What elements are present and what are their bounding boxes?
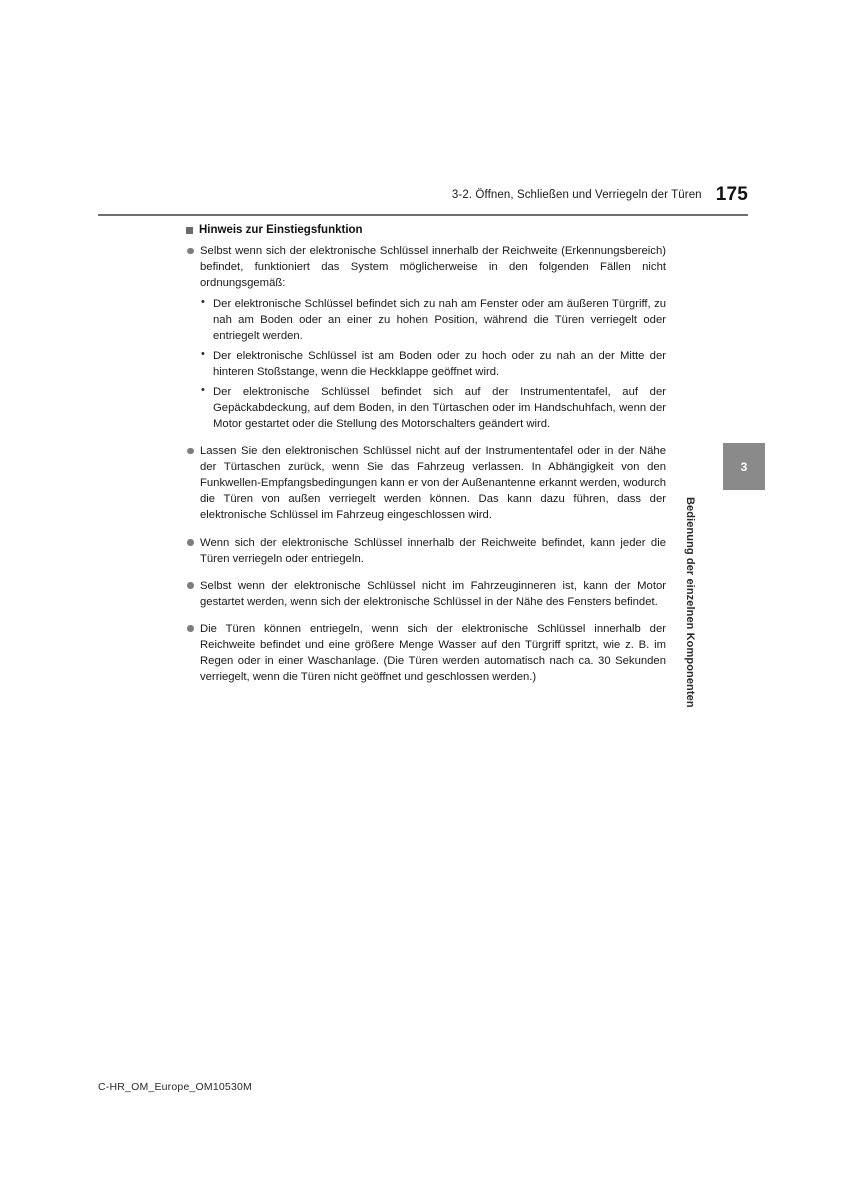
list-item bbox=[186, 535, 666, 567]
header-section-title: 3-2. Öffnen, Schließen und Verriegeln der Türen bbox=[451, 189, 702, 201]
sub-list-item bbox=[200, 384, 666, 432]
sub-list-item-text: Der elektronische Schlüssel ist am Boden oder zu hoch oder zu nah an der Mitte der hinteren Stoßstange, wenn die Heckklappe geöffnet wird. bbox=[213, 350, 666, 379]
page-content bbox=[186, 224, 666, 696]
note-bullet-list bbox=[186, 243, 666, 685]
list-item-text: Selbst wenn der elektronische Schlüssel nicht im Fahrzeuginneren ist, kann der Motor gestartet werden, wenn sich der elektronische Schlüssel in der Nähe des Fensters befindet. bbox=[200, 579, 666, 608]
sub-list-item bbox=[200, 348, 666, 380]
note-heading-label: Hinweis zur Einstiegsfunktion bbox=[199, 224, 363, 236]
sub-list-item-text: Der elektronische Schlüssel befindet sich auf der Instrumententafel, auf der Gepäckabdeckung, auf dem Boden, in den Türtaschen oder im Handschuhfach, wenn der Motor gestartet oder die Stellung des Motorschalters geändert wird. bbox=[213, 386, 666, 431]
list-item bbox=[186, 243, 666, 432]
list-item-text: Lassen Sie den elektronischen Schlüssel nicht auf der Instrumententafel oder in der Nähe der Türtaschen zurück, wenn Sie das Fahrzeug verlassen. In Abhängigkeit von den Funkwellen-Empfangsbedingungen kann er von der Außenantenne erkannt werden, wodurch die Türen von außen verriegelt werden können. Das kann dazu führen, dass der elektronische Schlüssel im Fahrzeug eingeschlossen wird. bbox=[200, 445, 666, 522]
sub-bullet-list bbox=[200, 296, 666, 432]
page-header bbox=[98, 185, 748, 204]
page-number: 175 bbox=[715, 184, 748, 205]
header-divider bbox=[98, 214, 748, 216]
chapter-label: Bedienung der einzelnen Komponenten bbox=[684, 497, 696, 708]
square-bullet-icon bbox=[186, 227, 193, 234]
chapter-number: 3 bbox=[740, 459, 748, 474]
list-item bbox=[186, 443, 666, 523]
list-item bbox=[186, 578, 666, 610]
sub-list-item-text: Der elektronische Schlüssel befindet sich zu nah am Fenster oder am äußeren Türgriff, zu nah am Boden oder an einer zu hohen Position, während die Türen verriegelt oder entriegelt werden. bbox=[213, 298, 666, 343]
footer-document-code: C-HR_OM_Europe_OM10530M bbox=[98, 1081, 252, 1093]
list-item-text: Selbst wenn sich der elektronische Schlüssel innerhalb der Reichweite (Erkennungsbereich) befindet, funktioniert das System möglicherweise in den folgenden Fällen nicht ordnungsgemäß: bbox=[200, 245, 666, 290]
chapter-tab bbox=[723, 443, 765, 490]
list-item-text: Die Türen können entriegeln, wenn sich der elektronische Schlüssel innerhalb der Reichweite befindet und eine größere Menge Wasser auf den Türgriff spritzt, wie z. B. im Regen oder in einer Waschanlage. (Die Türen werden automatisch nach ca. 30 Sekunden verriegelt, wenn die Türen nicht geöffnet und geschlossen werden.) bbox=[200, 622, 666, 683]
sub-list-item bbox=[200, 296, 666, 344]
list-item-text: Wenn sich der elektronische Schlüssel innerhalb der Reichweite befindet, kann jeder die Türen verriegeln oder entriegeln. bbox=[200, 536, 666, 565]
note-heading bbox=[186, 224, 666, 236]
list-item bbox=[186, 621, 666, 685]
